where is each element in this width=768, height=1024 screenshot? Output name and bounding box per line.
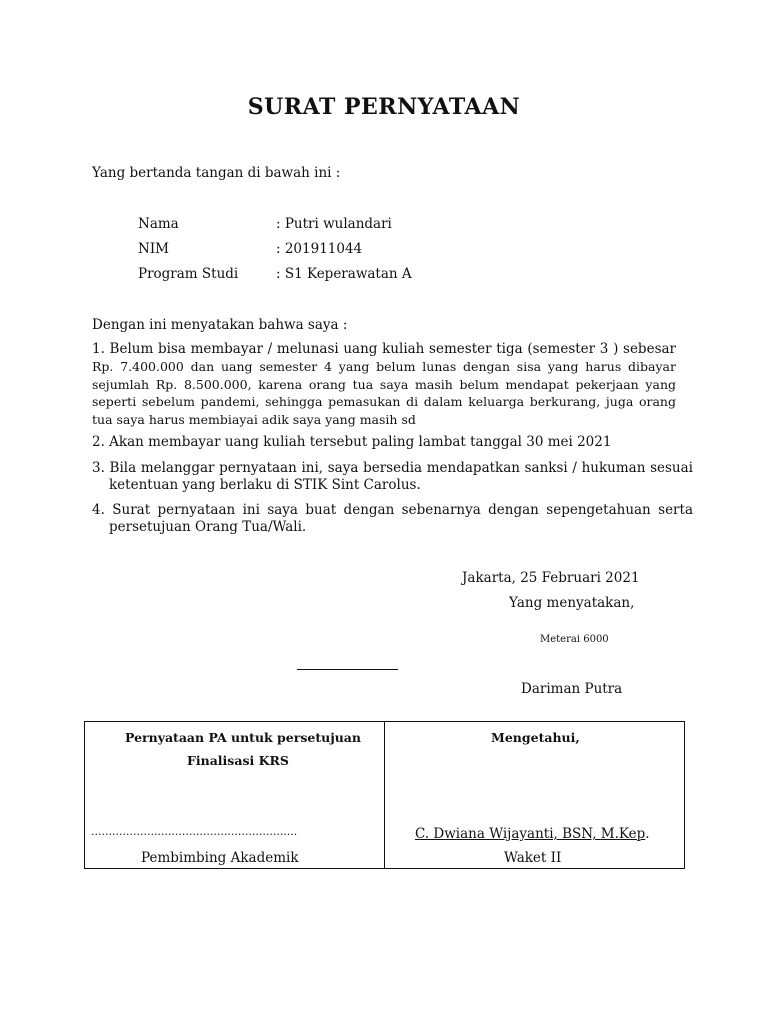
signer-label: Yang menyatakan, — [509, 595, 635, 611]
document-title: SURAT PERNYATAAN — [247, 94, 521, 120]
statement-intro: Dengan ini menyatakan bahwa saya : — [92, 317, 348, 333]
approval-table — [84, 721, 685, 869]
signature-line — [297, 669, 398, 670]
waket-name-period: . — [645, 826, 650, 842]
intro-text: Yang bertanda tangan di bawah ini : — [92, 165, 341, 181]
approval-table-divider — [384, 722, 385, 868]
signer-name: Dariman Putra — [521, 681, 623, 697]
meterai-stamp-label: Meterai 6000 — [540, 634, 609, 645]
waket-name: C. Dwiana Wijayanti, BSN, M.Kep — [415, 826, 646, 842]
identity-label-nim: NIM — [138, 241, 169, 257]
point-1-first-line: 1. Belum bisa membayar / melunasi uang kuliah semester tiga (semester 3 ) sebesar — [92, 341, 676, 357]
waket-role: Waket II — [504, 850, 562, 866]
identity-value-program-studi: : S1 Keperawatan A — [276, 266, 412, 282]
pa-role: Pembimbing Akademik — [141, 850, 299, 866]
identity-label-nama: Nama — [138, 216, 179, 232]
waket-name-line — [415, 826, 650, 842]
identity-value-nim: : 201911044 — [276, 241, 363, 257]
point-3: 3. Bila melanggar pernyataan ini, saya bersedia mendapatkan sanksi / hukuman sesuai ketentuan yang berlaku di STIK Sint Carolus. — [92, 460, 693, 493]
point-4: 4. Surat pernyataan ini saya buat dengan sebenarnya dengan sepengetahuan serta persetujuan Orang Tua/Wali. — [92, 502, 693, 535]
point-1-continued: Rp. 7.400.000 dan uang semester 4 yang belum lunas dengan sisa yang harus dibayar sejumlah Rp. 8.500.000, karena orang tua saya masih belum mendapat pekerjaan yang seperti sebelum pandemi, sehingga pemasukan di dalam keluarga berkurang, juga orang tua saya harus membiayai adik saya yang masih sd — [92, 359, 676, 427]
point-2: 2. Akan membayar uang kuliah tersebut paling lambat tanggal 30 mei 2021 — [92, 434, 612, 450]
identity-value-nama: : Putri wulandari — [276, 216, 392, 232]
identity-label-program-studi: Program Studi — [138, 266, 239, 282]
pa-signature-dots: ........................................................... — [91, 825, 298, 838]
pa-heading-line-2: Finalisasi KRS — [187, 753, 289, 768]
place-date: Jakarta, 25 Februari 2021 — [462, 570, 640, 586]
acknowledged-heading: Mengetahui, — [491, 730, 580, 745]
pa-heading-line-1: Pernyataan PA untuk persetujuan — [125, 730, 361, 745]
